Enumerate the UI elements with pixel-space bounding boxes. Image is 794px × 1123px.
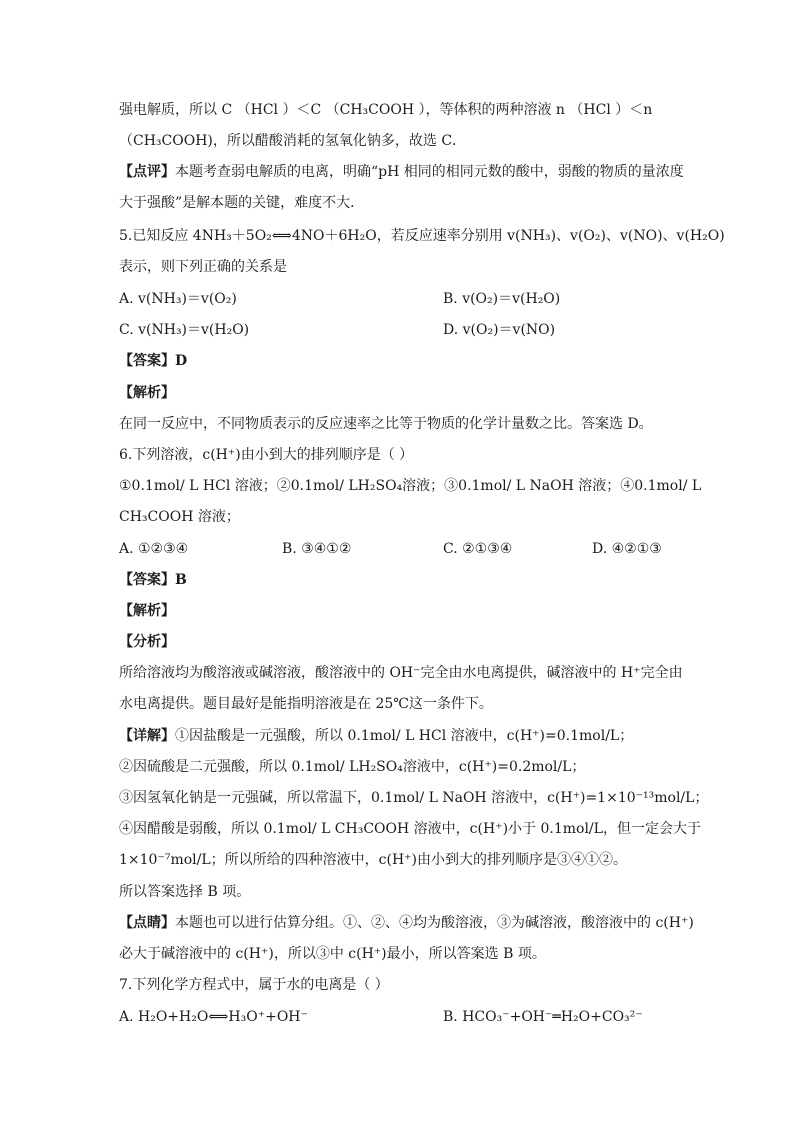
- text-line: 表示，则下列正确的关系是: [119, 259, 287, 275]
- text-line: （CH₃COOH)，所以醋酸消耗的氢氧化钠多，故选 C．: [119, 133, 467, 149]
- text-line: ①0.1mol/ L HCl 溶液；②0.1mol/ LH₂SO₄溶液；③0.1mol/ L NaOH 溶液；④0.1mol/ L: [119, 478, 702, 494]
- review-tag: 【点评】: [119, 164, 175, 180]
- detail-text: ①因盐酸是一元强酸，所以 0.1mol/ L HCl 溶液中，c(H⁺)=0.1mol/L；: [175, 728, 634, 744]
- review-paragraph: [119, 162, 684, 182]
- question-6-stem: 6.下列溶液，c(H⁺)由小到大的排列顺序是（ ）: [119, 447, 414, 463]
- detail-paragraph: [119, 726, 633, 746]
- question-7-stem: 7.下列化学方程式中，属于水的电离是（ ）: [119, 977, 389, 993]
- q5-option-c: C. v(NH₃)＝v(H₂O): [119, 322, 250, 338]
- text-line: 所以答案选择 B 项。: [119, 884, 251, 900]
- q6-option-c: C. ②①③④: [443, 541, 513, 557]
- highlight-tag: 【点睛】: [119, 915, 175, 931]
- q5-answer: 【答案】D: [119, 353, 188, 369]
- highlight-text: 本题也可以进行估算分组。①、②、④均为酸溶液，③为碱溶液，酸溶液中的 c(H⁺): [175, 915, 694, 931]
- review-text: 本题考查弱电解质的电离，明确“pH 相同的相同元数的酸中，弱酸的物质的量浓度: [175, 164, 684, 180]
- q6-option-a: A. ①②③④: [119, 541, 189, 557]
- text-line: 在同一反应中，不同物质表示的反应速率之比等于物质的化学计量数之比。答案选 D。: [119, 416, 653, 432]
- text-line: 必大于碱溶液中的 c(H⁺)，所以③中 c(H⁺)最小，所以答案选 B 项。: [119, 946, 546, 962]
- q5-option-b: B. v(O₂)＝v(H₂O): [443, 291, 561, 307]
- text-line: 强电解质，所以 C （HCl ）＜C （CH₃COOH ），等体积的两种溶液 n （HCl ）＜n: [119, 102, 653, 118]
- text-line: ③因氢氧化钠是一元强碱，所以常温下，0.1mol/ L NaOH 溶液中，c(H⁺)=1×10⁻¹³mol/L；: [119, 790, 709, 806]
- q5-option-a: A. v(NH₃)＝v(O₂): [119, 291, 237, 307]
- text-line: 水电离提供。题目最好是能指明溶液是在 25℃这一条件下。: [119, 696, 493, 712]
- text-line: CH₃COOH 溶液；: [119, 509, 240, 525]
- q6-analysis-tag: 【解析】: [119, 603, 175, 619]
- text-line: 所给溶液均为酸溶液或碱溶液，酸溶液中的 OH⁻完全由水电离提供，碱溶液中的 H⁺完全由: [119, 665, 683, 681]
- q6-option-b: B. ③④①②: [282, 541, 352, 557]
- text-line: ④因醋酸是弱酸，所以 0.1mol/ L CH₃COOH 溶液中，c(H⁺)小于 0.1mol/L，但一定会大于: [119, 821, 701, 837]
- q5-analysis-tag: 【解析】: [119, 385, 175, 401]
- text-line: ②因硫酸是二元强酸，所以 0.1mol/ LH₂SO₄溶液中，c(H⁺)=0.2mol/L；: [119, 759, 586, 775]
- question-5-stem: 5.已知反应 4NH₃＋5O₂⟺4NO＋6H₂O，若反应速率分别用 v(NH₃)、v(O₂)、v(NO)、v(H₂O): [119, 228, 725, 244]
- q7-option-b: B. HCO₃⁻+OH⁻═H₂O+CO₃²⁻: [443, 1009, 643, 1025]
- highlight-paragraph: [119, 913, 694, 933]
- q5-option-d: D. v(O₂)＝v(NO): [443, 322, 556, 338]
- text-line: 大于强酸”是解本题的关键，难度不大．: [119, 195, 365, 211]
- q6-answer: 【答案】B: [119, 572, 187, 588]
- q7-option-a: A. H₂O+H₂O⟺H₃O⁺+OH⁻: [119, 1009, 308, 1025]
- q6-fenxi-tag: 【分析】: [119, 634, 175, 650]
- q6-option-d: D. ④②①③: [592, 541, 662, 557]
- detail-tag: 【详解】: [119, 728, 175, 744]
- text-line: 1×10⁻⁷mol/L；所以所给的四种溶液中，c(H⁺)由小到大的排列顺序是③④①②。: [119, 852, 628, 868]
